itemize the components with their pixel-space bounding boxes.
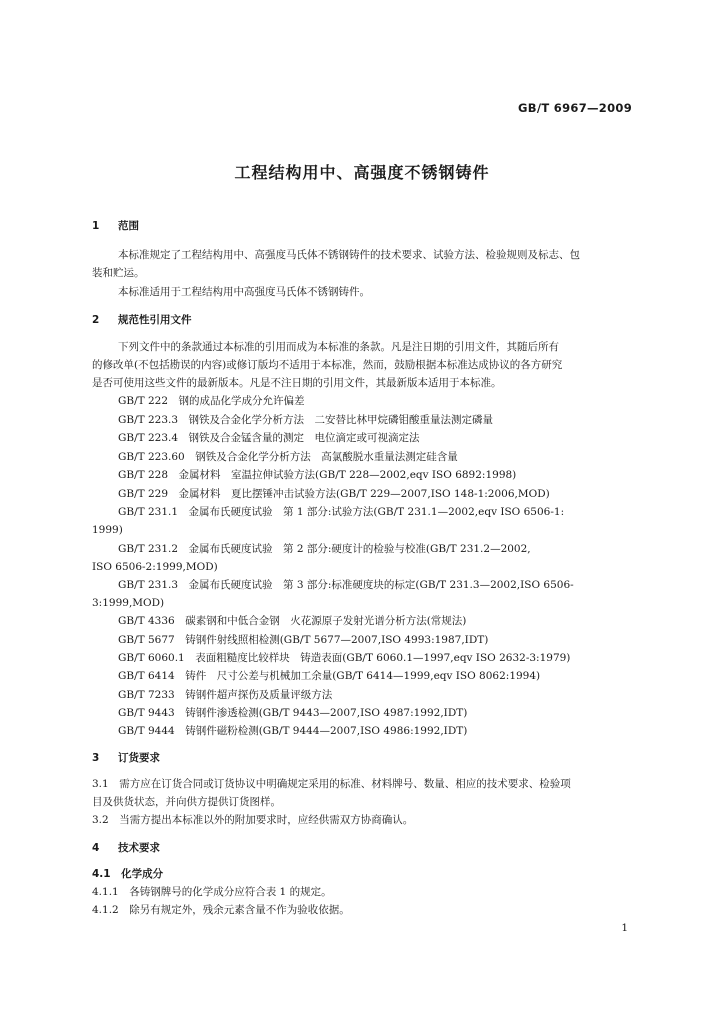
reference-item: GB/T 6414 铸件 尺寸公差与机械加工余量(GB/T 6414—1999,eqv ISO 8062:1994) (118, 670, 541, 682)
reference-item: GB/T 223.60 钢铁及合金化学分析方法 高氯酸脱水重量法测定硅含量 (118, 451, 458, 463)
reference-item: GB/T 9444 铸钢件磁粉检测(GB/T 9444—2007,ISO 4986:1992,IDT) (118, 725, 468, 737)
page-number: 1 (621, 922, 628, 934)
clause-3-1: 3.1 需方应在订货合同或订货协议中明确规定采用的标准、材料牌号、数量、相应的技术要求、检验项 (92, 778, 571, 790)
section-title: 技术要求 (118, 842, 160, 854)
standard-code: GB/T 6967—2009 (518, 101, 632, 115)
reference-item: GB/T 231.2 金属布氏硬度试验 第 2 部分:硬度计的检验与校准(GB/T 231.2—2002, (118, 543, 531, 555)
section-title: 范围 (118, 220, 139, 232)
section-title: 订货要求 (118, 752, 160, 764)
paragraph-line: 是否可使用这些文件的最新版本。凡是不注日期的引用文件，其最新版本适用于本标准。 (92, 377, 502, 389)
reference-item: GB/T 231.3 金属布氏硬度试验 第 3 部分:标准硬度块的标定(GB/T 231.3—2002,ISO 6506- (118, 579, 574, 591)
section-number: 1 (92, 220, 100, 232)
reference-item-continued: 3:1999,MOD) (92, 597, 165, 609)
clause-4-1-heading: 4.1 化学成分 (92, 868, 164, 880)
section-2-heading (92, 313, 632, 327)
reference-item: GB/T 228 金属材料 室温拉伸试验方法(GB/T 228—2002,eqv ISO 6892:1998) (118, 469, 517, 481)
paragraph-line: 的修改单(不包括勘误的内容)或修订版均不适用于本标准，然而，鼓励根据本标准达成协议的各方研究 (92, 359, 563, 371)
section-number: 2 (92, 314, 100, 326)
paragraph-line: 本标准适用于工程结构用中高强度马氏体不锈钢铸件。 (118, 286, 370, 298)
reference-item: GB/T 222 钢的成品化学成分允许偏差 (118, 395, 305, 407)
clause-3-1-continued: 目及供货状态，并向供方提供订货图样。 (92, 796, 281, 808)
section-number: 3 (92, 752, 100, 764)
section-4-heading (92, 841, 632, 855)
reference-item: GB/T 9443 铸钢件渗透检测(GB/T 9443—2007,ISO 4987:1992,IDT) (118, 707, 468, 719)
paragraph-line: 下列文件中的条款通过本标准的引用而成为本标准的条款。凡是注日期的引用文件，其随后所有 (118, 341, 559, 353)
reference-item: GB/T 6060.1 表面粗糙度比较样块 铸造表面(GB/T 6060.1—1997,eqv ISO 2632-3:1979) (118, 652, 571, 664)
paragraph-line: 装和贮运。 (92, 267, 145, 279)
clause-4-1-1: 4.1.1 各铸钢牌号的化学成分应符合表 1 的规定。 (92, 886, 332, 898)
clause-3-2: 3.2 当需方提出本标准以外的附加要求时，应经供需双方协商确认。 (92, 814, 414, 826)
clause-4-1-2: 4.1.2 除另有规定外，残余元素含量不作为验收依据。 (92, 904, 350, 916)
reference-item-continued: ISO 6506-2:1999,MOD) (92, 561, 218, 573)
paragraph-line: 本标准规定了工程结构用中、高强度马氏体不锈钢铸件的技术要求、试验方法、检验规则及标志、包 (118, 249, 580, 261)
reference-item: GB/T 7233 铸钢件超声探伤及质量评级方法 (118, 689, 333, 701)
reference-item: GB/T 4336 碳素钢和中低合金钢 火花源原子发射光谱分析方法(常规法) (118, 615, 467, 627)
section-title: 规范性引用文件 (118, 314, 192, 326)
section-1-heading (92, 219, 632, 233)
section-number: 4 (92, 842, 100, 854)
document-title: 工程结构用中、高强度不锈钢铸件 (234, 163, 490, 182)
reference-item: GB/T 5677 铸钢件射线照相检测(GB/T 5677—2007,ISO 4993:1987,IDT) (118, 634, 489, 646)
reference-item-continued: 1999) (92, 524, 123, 536)
reference-item: GB/T 231.1 金属布氏硬度试验 第 1 部分:试验方法(GB/T 231.1—2002,eqv ISO 6506-1: (118, 506, 565, 518)
section-3-heading (92, 751, 632, 765)
reference-item: GB/T 223.4 钢铁及合金锰含量的测定 电位滴定或可视滴定法 (118, 432, 420, 444)
reference-item: GB/T 223.3 钢铁及合金化学分析方法 二安替比林甲烷磷钼酸重量法测定磷量 (118, 414, 494, 426)
reference-item: GB/T 229 金属材料 夏比摆锤冲击试验方法(GB/T 229—2007,ISO 148-1:2006,MOD) (118, 488, 550, 500)
